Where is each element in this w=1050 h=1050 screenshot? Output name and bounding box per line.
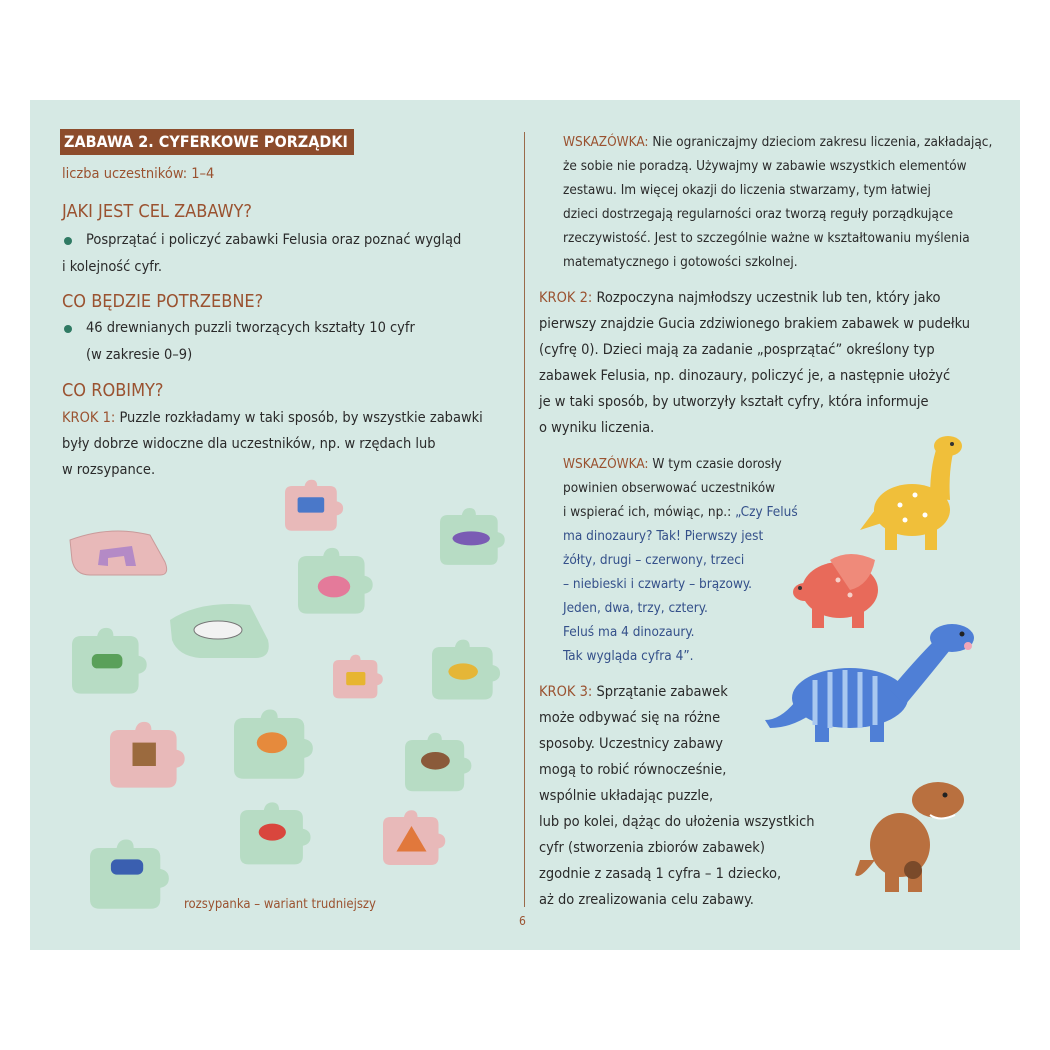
hint2-quote-line: Feluś ma 4 dinozaury.: [563, 624, 695, 640]
dinosaur-icon: [793, 554, 878, 628]
hint2-text-line: powinien obserwować uczestników: [563, 480, 776, 496]
car-toy-icon: [170, 604, 269, 658]
dinosaur-icon: [860, 436, 962, 550]
step3-text-line: lub po kolei, dążąc do ułożenia wszystkich: [539, 814, 815, 830]
car-toy-icon: [240, 802, 311, 864]
step1-line: [62, 410, 483, 426]
hint1-text-line: zestawu. Im więcej okazji do liczenia stwarzamy, tym łatwiej: [563, 182, 931, 198]
car-toy-icon: [90, 839, 169, 908]
car-toy-icon: [440, 508, 505, 565]
step3-line: [539, 684, 728, 700]
hint1-text-line: matematycznego i gotowości szkolnej.: [563, 254, 798, 270]
puzzle-piece-icon: [333, 655, 383, 699]
dinosaur-icon: [855, 782, 964, 892]
step1-text-line: w rozsypance.: [62, 462, 156, 478]
hint2-label: WSKAZÓWKA:: [563, 456, 649, 472]
step2-text: Rozpoczyna najmłodszy uczestnik lub ten, który jako: [596, 290, 941, 306]
step3-label: KROK 3:: [539, 684, 593, 700]
hint2-line: [563, 456, 782, 472]
step1-text: Puzzle rozkładamy w taki sposób, by wszystkie zabawki: [119, 410, 483, 426]
needs-heading: CO BĘDZIE POTRZEBNE?: [62, 291, 264, 312]
step2-text-line: (cyfrę 0). Dzieci mają za zadanie „posprzątać” określony typ: [539, 342, 935, 358]
step3-text-line: cyfr (stworzenia zbiorów zabawek): [539, 840, 765, 856]
step2-text-line: je w taki sposób, by utworzyły kształt cyfry, która informuje: [539, 394, 929, 410]
goal-text-line: Posprzątać i policzyć zabawki Felusia oraz poznać wygląd: [86, 232, 462, 248]
car-toy-icon: [405, 733, 471, 791]
step1-text-line: były dobrze widoczne dla uczestników, np. w rzędach lub: [62, 436, 436, 452]
hint2-quote-line: ma dinozaury? Tak! Pierwszy jest: [563, 528, 764, 544]
needs-text-line: 46 drewnianych puzzli tworzących kształty 10 cyfr: [86, 320, 415, 336]
steps-heading: CO ROBIMY?: [62, 380, 164, 401]
participants-count: liczba uczestników: 1–4: [62, 166, 215, 182]
hint2-quote-line: żółty, drugi – czerwony, trzeci: [563, 552, 745, 568]
hint1-text-line: że sobie nie poradzą. Używajmy w zabawie wszystkich elementów: [563, 158, 967, 174]
step2-label: KROK 2:: [539, 290, 593, 306]
game-title: ZABAWA 2. CYFERKOWE PORZĄDKI: [60, 129, 354, 155]
illustration-caption: rozsypanka – wariant trudniejszy: [184, 897, 376, 912]
step3-text-line: aż do zrealizowania celu zabawy.: [539, 892, 754, 908]
goal-text-line: i kolejność cyfr.: [62, 259, 163, 275]
step3-text-line: wspólnie układając puzzle,: [539, 788, 714, 804]
hint2-quote: „Czy Feluś: [735, 504, 798, 520]
step3-text-line: zgodnie z zasadą 1 cyfra – 1 dziecko,: [539, 866, 782, 882]
step3-text-line: mogą to robić równocześnie,: [539, 762, 727, 778]
step3-text-line: sposoby. Uczestnicy zabawy: [539, 736, 723, 752]
hint2-quote-line: – niebieski i czwarty – brązowy.: [563, 576, 753, 592]
puzzle-piece-icon: [110, 722, 185, 788]
hint2-text: W tym czasie dorosły: [652, 456, 782, 472]
step3-text-line: może odbywać się na różne: [539, 710, 721, 726]
bullet-icon: [64, 325, 72, 333]
step3-text: Sprzątanie zabawek: [596, 684, 728, 700]
step2-text-line: o wyniku liczenia.: [539, 420, 655, 436]
car-toy-icon: [432, 640, 500, 700]
hint2-quote-line: Tak wygląda cyfra 4”.: [563, 648, 694, 664]
hint2-quote-line: Jeden, dwa, trzy, cztery.: [563, 600, 708, 616]
car-toy-icon: [234, 709, 313, 778]
step2-line: [539, 290, 940, 306]
puzzle-piece-icon: [285, 480, 343, 531]
bullet-icon: [64, 237, 72, 245]
hint2-text: i wspierać ich, mówiąc, np.:: [563, 504, 732, 520]
hint1-text: Nie ograniczajmy dzieciom zakresu liczenia, zakładając,: [652, 134, 993, 150]
hint1-text-line: dzieci dostrzegają regularności oraz tworzą reguły porządkujące: [563, 206, 954, 222]
hint1-text-line: rzeczywistość. Jest to szczególnie ważne w kształtowaniu myślenia: [563, 230, 970, 246]
hint1-label: WSKAZÓWKA:: [563, 134, 649, 150]
step1-label: KROK 1:: [62, 410, 116, 426]
goal-heading: JAKI JEST CEL ZABAWY?: [62, 201, 252, 222]
car-toy-icon: [298, 548, 373, 614]
needs-text-line: (w zakresie 0–9): [86, 347, 193, 363]
page-number: 6: [519, 914, 526, 928]
car-toy-icon: [72, 628, 147, 694]
puzzle-piece-icon: [70, 531, 167, 575]
step2-text-line: zabawek Felusia, np. dinozaury, policzyć je, a następnie ułożyć: [539, 368, 951, 384]
dinosaur-icon: [765, 624, 974, 742]
hint2-text-line: [563, 504, 798, 520]
step2-text-line: pierwszy znajdzie Gucia zdziwionego brakiem zabawek w pudełku: [539, 316, 970, 332]
hint1-line: [563, 134, 992, 150]
puzzle-piece-icon: [383, 810, 445, 865]
